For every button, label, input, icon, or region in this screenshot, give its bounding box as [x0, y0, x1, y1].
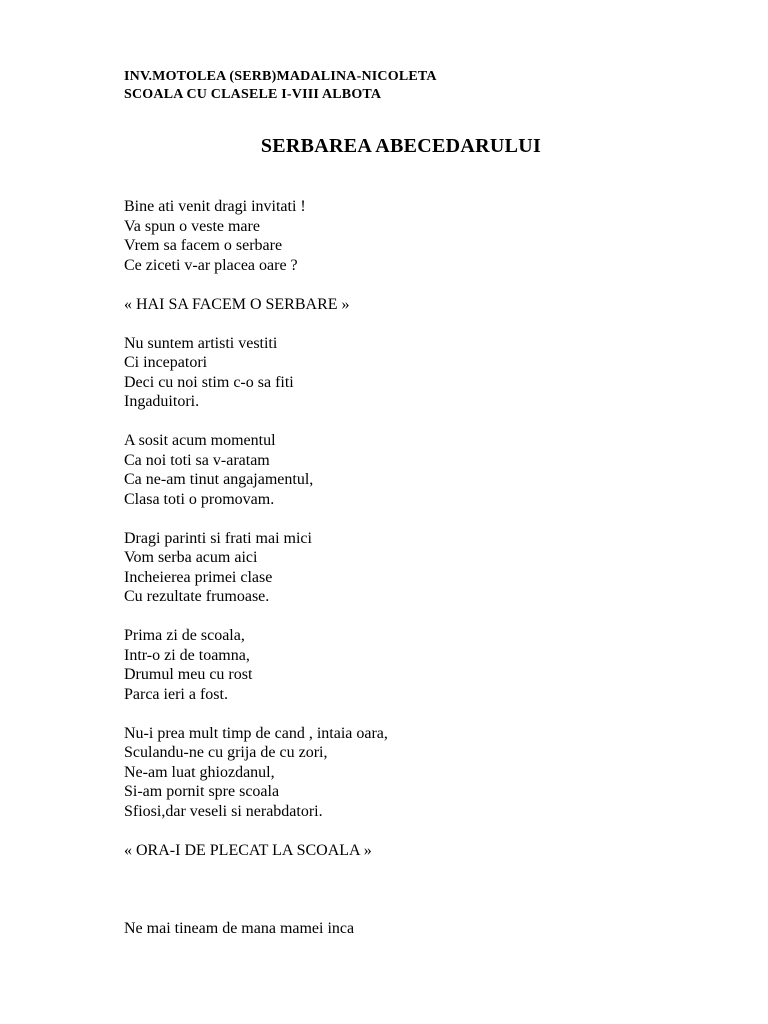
poem-line: Ne-am luat ghiozdanul,	[124, 763, 275, 781]
document-page	[124, 68, 724, 938]
poem-line: A sosit acum momentul	[124, 432, 276, 449]
poem-line: Vom serba acum aici	[124, 549, 258, 566]
blank-line	[124, 821, 724, 841]
poem-line: « HAI SA FACEM O SERBARE »	[124, 295, 350, 313]
poem-line: Vrem sa facem o serbare	[124, 237, 283, 254]
blank-line	[124, 275, 724, 295]
poem-line: Ca ne-am tinut angajamentul,	[124, 471, 314, 488]
poem-line: Nu suntem artisti vestiti	[124, 334, 278, 352]
poem-line: Ingaduitori.	[124, 393, 200, 410]
poem-line: Intr-o zi de toamna,	[124, 646, 250, 664]
blank-line	[124, 509, 724, 529]
poem-line: Prima zi de scoala,	[124, 627, 245, 644]
author-line: INV.MOTOLEA (SERB)MADALINA-NICOLETA	[124, 69, 437, 84]
blank-line	[124, 314, 724, 334]
poem-line: Si-am pornit spre scoala	[124, 783, 280, 800]
poem-line: Cu rezultate frumoase.	[124, 588, 270, 605]
poem-line: Bine ati venit dragi invitati !	[124, 198, 306, 215]
poem-line: Parca ieri a fost.	[124, 685, 228, 703]
poem-line: Ce ziceti v-ar placea oare ?	[124, 256, 298, 274]
poem-line: Deci cu noi stim c-o sa fiti	[124, 373, 294, 391]
poem-line: Clasa toti o promovam.	[124, 490, 275, 508]
poem-line: Drumul meu cu rost	[124, 666, 253, 683]
final-line: Ne mai tineam de mana mamei inca	[124, 919, 355, 937]
poem-line: Sculandu-ne cu grija de cu zori,	[124, 744, 328, 761]
blank-line	[124, 704, 724, 724]
poem-line: « ORA-I DE PLECAT LA SCOALA »	[124, 841, 372, 859]
poem-lines	[124, 197, 724, 860]
poem-line: Ca noi toti sa v-aratam	[124, 451, 270, 469]
poem-line: Va spun o veste mare	[124, 217, 260, 235]
poem-line: Incheierea primei clase	[124, 568, 273, 586]
poem-line: Dragi parinti si frati mai mici	[124, 529, 312, 547]
school-line: SCOALA CU CLASELE I-VIII ALBOTA	[124, 87, 382, 102]
poem-line: Nu-i prea mult timp de cand , intaia oara,	[124, 724, 388, 742]
poem-body	[124, 197, 724, 938]
spacer	[124, 860, 724, 919]
blank-line	[124, 607, 724, 627]
blank-line	[124, 412, 724, 432]
document-title: SERBAREA ABECEDARULUI	[260, 135, 542, 157]
poem-line: Sfiosi,dar veseli si nerabdatori.	[124, 802, 323, 820]
poem-line: Ci incepatori	[124, 354, 208, 371]
